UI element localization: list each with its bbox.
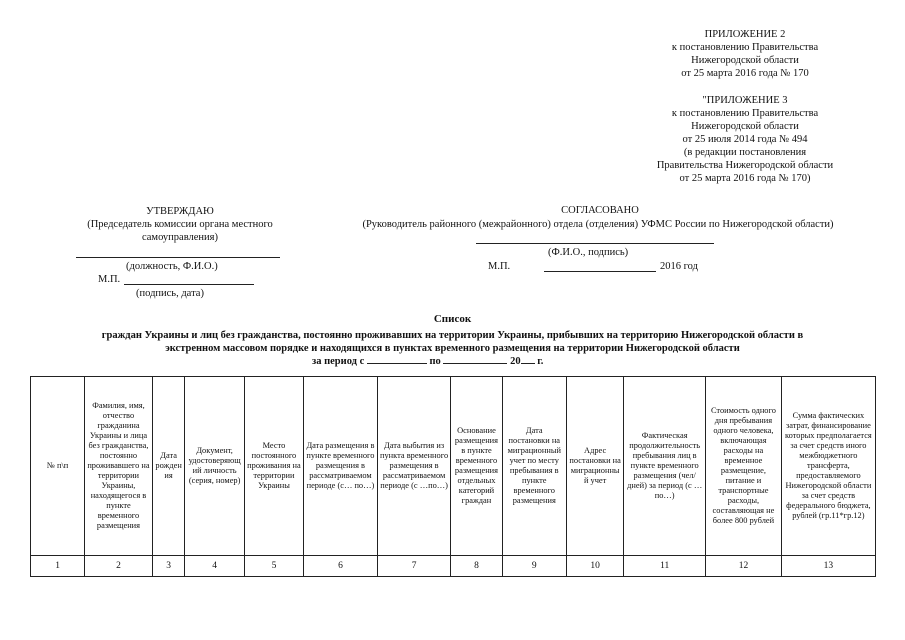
appendix-3-line: (в редакции постановления — [683, 147, 807, 158]
header-cell: Фактическая продолжительность пребывания лиц в пункте временного размещения (чел/дней) за период (с … по…) — [624, 377, 706, 556]
approve-role: самоуправления) — [141, 232, 218, 243]
approve-signature-line — [124, 284, 254, 285]
agree-name-line — [476, 243, 714, 244]
header-cell: Документ, удостоверяющий личность (серия, номер) — [185, 377, 244, 556]
header-cell: Фамилия, имя, отчество гражданина Украины и лица без гражданства, постоянно проживавшего на территории Украины, находящегося в пункте временного размещения — [85, 377, 153, 556]
appendix-3-title: "ПРИЛОЖЕНИЕ 3 — [702, 95, 788, 106]
header-cell: Дата выбытия из пункта временного размещения в рассматриваемом периоде (с …по…) — [377, 377, 451, 556]
approve-position-caption: (должность, Ф.И.О.) — [126, 261, 218, 272]
period-year-blank — [521, 363, 535, 364]
appendix-3-block — [640, 94, 850, 185]
agree-role: (Руководитель районного (межрайонного) отдела (отделения) УФМС России по Нижегородской области) — [362, 219, 834, 230]
people-table — [30, 376, 876, 577]
period-year: 20 — [510, 356, 521, 367]
list-title: Список — [433, 313, 472, 325]
period-prefix: за период с — [312, 356, 365, 367]
header-cell: Адрес постановки на миграционный учет — [566, 377, 623, 556]
agree-stamp: М.П. — [488, 261, 511, 272]
appendix-2-line: Нижегородской области — [691, 55, 799, 66]
approve-stamp: М.П. — [98, 274, 121, 285]
approve-position-line — [76, 257, 280, 258]
column-number: 7 — [377, 556, 451, 577]
list-subtitle-line: экстренном массовом порядке и находящихся в пунктах временного размещения на территории Нижегородской области — [165, 343, 740, 354]
header-cell: Стоимость одного дня пребывания одного человека, включающая расходы на временное размещение, питание и транспортные расходы, составляющая не более 800 рублей — [706, 377, 782, 556]
table-header-row — [31, 377, 876, 556]
appendix-3-line: от 25 марта 2016 года № 170) — [679, 173, 811, 184]
header-cell: Основание размещения в пункте временного размещения отдельных категорий граждан — [451, 377, 502, 556]
period-suffix: г. — [537, 356, 544, 367]
header-cell: Дата рождения — [152, 377, 185, 556]
approve-role: (Председатель комиссии органа местного — [87, 219, 273, 230]
period-middle: по — [429, 356, 441, 367]
period-line — [312, 356, 543, 367]
appendix-3-line: от 25 июля 2014 года № 494 — [682, 134, 808, 145]
agree-date-line — [544, 271, 656, 272]
header-cell: Дата постановки на миграционный учет по месту пребывания в пункте временного размещения — [502, 377, 566, 556]
appendix-2-block — [640, 28, 850, 80]
header-cell: Место постоянного проживания на территории Украины — [244, 377, 303, 556]
agree-year: 2016 год — [660, 261, 698, 272]
column-number: 1 — [31, 556, 85, 577]
column-number: 5 — [244, 556, 303, 577]
column-number: 9 — [502, 556, 566, 577]
header-cell: Дата размещения в пункте временного размещения в рассматриваемом периоде (с… по…) — [304, 377, 378, 556]
table-number-row — [31, 556, 876, 577]
appendix-3-line: Правительства Нижегородской области — [656, 160, 834, 171]
column-number: 11 — [624, 556, 706, 577]
column-number: 6 — [304, 556, 378, 577]
appendix-2-line: к постановлению Правительства — [671, 42, 819, 53]
approve-signature-caption: (подпись, дата) — [136, 288, 204, 299]
header-cell: Сумма фактических затрат, финансирование которых предполагается за счет средств иного межбюджетного трансферта, предоставляемого Нижегородской области за счет средств федерального бюджета, рублей (гр.11*гр.12) — [781, 377, 875, 556]
column-number: 2 — [85, 556, 153, 577]
period-from-blank — [367, 363, 427, 364]
column-number: 3 — [152, 556, 185, 577]
agree-name-caption: (Ф.И.О., подпись) — [548, 247, 629, 258]
column-number: 8 — [451, 556, 502, 577]
column-number: 13 — [781, 556, 875, 577]
appendix-2-line: от 25 марта 2016 года № 170 — [681, 68, 809, 79]
period-to-blank — [443, 363, 507, 364]
appendix-2-title: ПРИЛОЖЕНИЕ 2 — [704, 29, 786, 40]
agree-title: СОГЛАСОВАНО — [561, 205, 639, 216]
list-subtitle-line: граждан Украины и лиц без гражданства, постоянно проживавших на территории Украины, прибывших на территорию Нижегородской области в — [101, 330, 804, 341]
approve-title: УТВЕРЖДАЮ — [146, 206, 214, 217]
column-number: 12 — [706, 556, 782, 577]
list-subtitle — [20, 329, 885, 355]
column-number: 10 — [566, 556, 623, 577]
column-number: 4 — [185, 556, 244, 577]
header-cell: № п\п — [31, 377, 85, 556]
appendix-3-line: Нижегородской области — [691, 121, 799, 132]
appendix-3-line: к постановлению Правительства — [671, 108, 819, 119]
approve-block — [60, 205, 300, 244]
